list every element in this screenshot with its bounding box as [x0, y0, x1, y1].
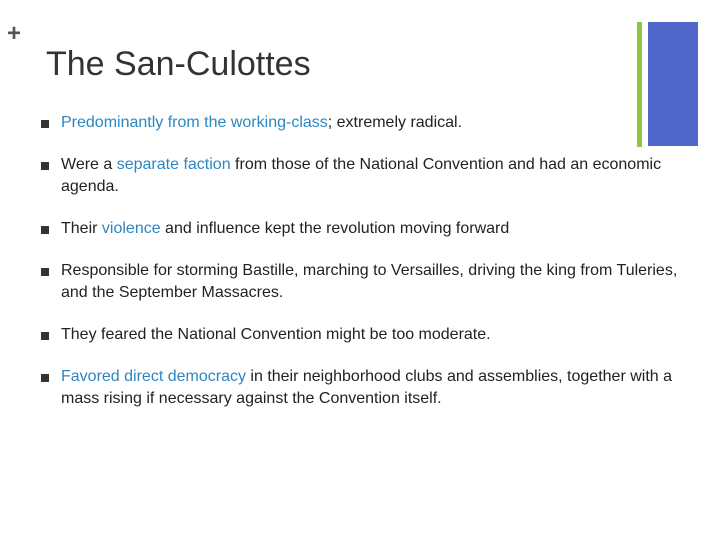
- bullet-highlight: separate faction: [116, 156, 231, 173]
- square-bullet-icon: [41, 374, 49, 382]
- bullet-direct-democracy: [40, 366, 700, 410]
- bullet-highlight: violence: [101, 220, 161, 237]
- bullet-text: in their neighborhood clubs and assemblies, together with a mass rising if necessary against the Convention itself.: [61, 368, 673, 407]
- bullet-responsible: [40, 260, 700, 304]
- bullet-text: Responsible for storming Bastille, marching to Versailles, driving the king from Tuleries, and the September Massacres.: [61, 262, 678, 301]
- square-bullet-icon: [41, 162, 49, 170]
- square-bullet-icon: [41, 332, 49, 340]
- bullet-highlight: Favored direct democracy: [61, 368, 246, 385]
- bullet-text: ; extremely radical.: [327, 114, 463, 131]
- bullet-text: from those of the National Convention and had an economic agenda.: [61, 156, 662, 195]
- plus-icon: +: [7, 20, 22, 47]
- bullet-text: Were a: [61, 156, 117, 173]
- square-bullet-icon: [41, 226, 49, 234]
- bullet-highlight: Predominantly from the working-class: [61, 114, 328, 131]
- square-bullet-icon: [41, 120, 49, 128]
- bullet-working-class: [40, 112, 700, 134]
- bullet-text: They feared the National Convention might be too moderate.: [61, 326, 491, 343]
- bullet-text: Their: [61, 220, 102, 237]
- bullet-violence: [40, 218, 700, 240]
- bullet-separate-faction: [40, 154, 700, 198]
- bullet-feared: [40, 324, 700, 346]
- bullet-list: [40, 112, 700, 410]
- square-bullet-icon: [41, 268, 49, 276]
- bullet-text: and influence kept the revolution moving forward: [160, 220, 510, 237]
- slide-title: The San-Culottes: [46, 45, 311, 83]
